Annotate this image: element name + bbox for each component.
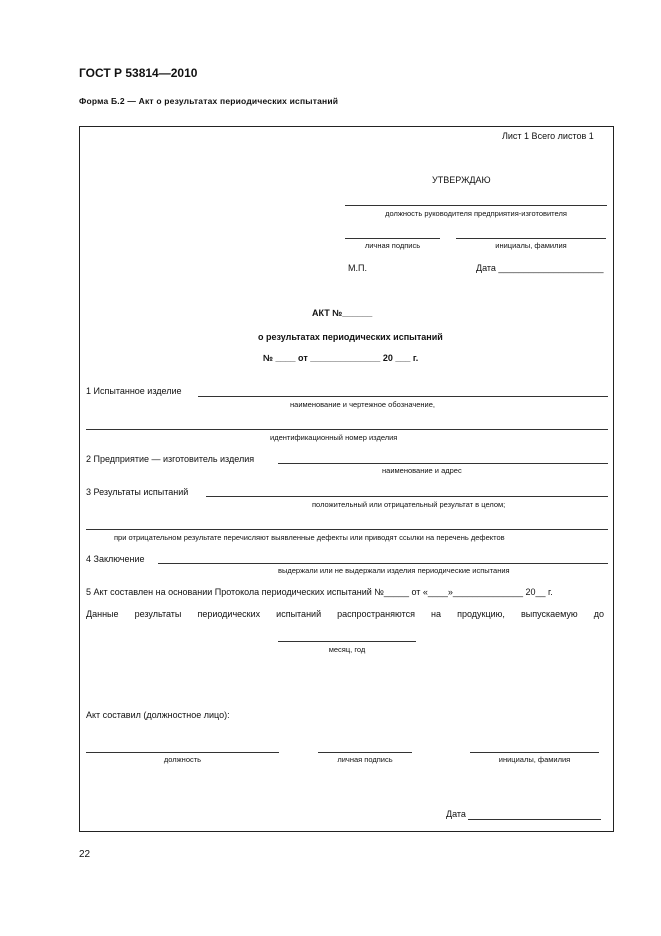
compiled-initials-caption: инициалы, фамилия <box>498 755 571 764</box>
results-caption: положительный или отрицательный результат в целом; <box>312 500 506 509</box>
manufacturer-caption: наименование и адрес <box>382 466 462 475</box>
tested-item-caption: наименование и чертежное обозначение, <box>290 400 435 409</box>
initials-caption: инициалы, фамилия <box>495 241 567 250</box>
form-caption: Форма Б.2 — Акт о результатах периодических испытаний <box>79 96 339 106</box>
position-caption: должность руководителя предприятия-изготовителя <box>385 209 567 218</box>
results-line <box>206 496 608 497</box>
compiled-signature-line <box>318 752 412 753</box>
act-title: АКТ №______ <box>312 308 373 318</box>
manufacturer-line <box>278 463 608 464</box>
conclusion-line <box>158 563 608 564</box>
act-number-line: № ____ от ______________ 20 ___ г. <box>263 353 419 363</box>
compiled-date-line <box>468 819 601 820</box>
compiled-position-caption: должность <box>163 755 202 764</box>
manufacturer-label: 2 Предприятие — изготовитель изделия <box>86 454 255 464</box>
conclusion-caption: выдержали или не выдержали изделия периодические испытания <box>278 566 510 575</box>
month-line <box>278 641 416 642</box>
tested-item-label: 1 Испытанное изделие <box>86 386 182 396</box>
approval-date: Дата _____________________ <box>476 263 604 273</box>
compiled-date-label: Дата <box>446 809 466 819</box>
tested-item-line <box>198 396 608 397</box>
approval-title: УТВЕРЖДАЮ <box>432 175 491 185</box>
basis-line: 5 Акт составлен на основании Протокола периодических испытаний №_____ от «____»______________ 20__ г. <box>86 587 553 597</box>
act-subtitle: о результатах периодических испытаний <box>258 332 443 342</box>
compiled-position-line <box>86 752 279 753</box>
id-caption: идентификационный номер изделия <box>270 433 398 442</box>
page-number: 22 <box>79 849 91 860</box>
position-line <box>345 205 607 206</box>
id-line <box>86 429 608 430</box>
conclusion-label: 4 Заключение <box>86 554 145 564</box>
stamp-label: М.П. <box>348 263 367 273</box>
initials-line <box>456 238 606 239</box>
document-code: ГОСТ Р 53814—2010 <box>79 66 198 80</box>
compiled-initials-line <box>470 752 599 753</box>
signature-caption: личная подпись <box>364 241 421 250</box>
sheet-info: Лист 1 Всего листов 1 <box>502 131 594 141</box>
defects-line <box>86 529 608 530</box>
compiled-signature-caption: личная подпись <box>337 755 393 764</box>
applies-line: Данные результаты периодических испытаний распространяются на продукцию, выпускаемую до <box>86 609 604 619</box>
form-frame <box>79 126 614 832</box>
compiled-label: Акт составил (должностное лицо): <box>86 710 230 720</box>
results-label: 3 Результаты испытаний <box>86 487 189 497</box>
defects-caption: при отрицательном результате перечисляют выявленные дефекты или приводят ссылки на перечень дефектов <box>114 533 505 542</box>
signature-line <box>345 238 440 239</box>
month-caption: месяц, год <box>328 645 366 654</box>
